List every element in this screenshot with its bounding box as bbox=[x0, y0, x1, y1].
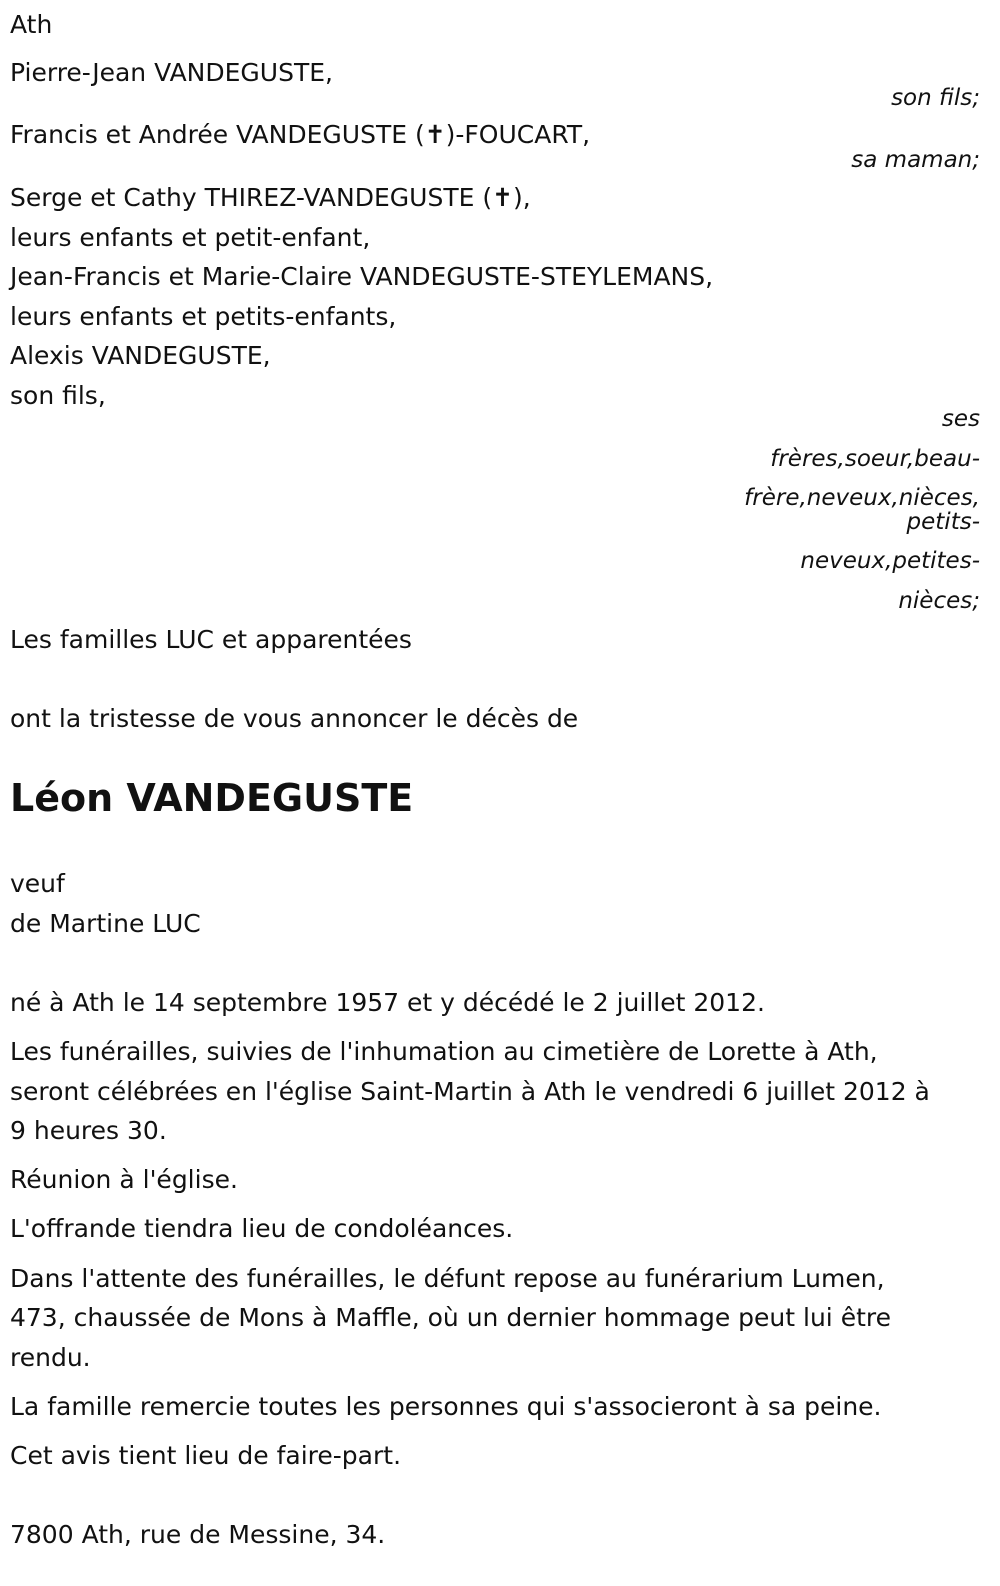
family-member-son-pierre-jean: Pierre-Jean VANDEGUSTE, bbox=[10, 58, 333, 87]
deceased-spouse: de Martine LUC bbox=[10, 909, 201, 938]
family-member-thirez: Serge et Cathy THIREZ-VANDEGUSTE (✝), bbox=[10, 183, 531, 212]
birth-death: né à Ath le 14 septembre 1957 et y décédé le 2 juillet 2012. bbox=[10, 988, 765, 1017]
family-member-alexis-relation: son fils, bbox=[10, 381, 106, 410]
funeral-details: 9 heures 30. bbox=[10, 1116, 167, 1145]
funeral-details: seront célébrées en l'église Saint-Martin à Ath le vendredi 6 juillet 2012 à bbox=[10, 1077, 930, 1106]
deceased-status: veuf bbox=[10, 869, 65, 898]
deceased-name: Léon VANDEGUSTE bbox=[10, 776, 414, 820]
relation-siblings-line: neveux,petites- bbox=[800, 548, 980, 574]
thanks: La famille remercie toutes les personnes qui s'associeront à sa peine. bbox=[10, 1392, 882, 1421]
relation-siblings-line: frères,soeur,beau- bbox=[770, 446, 980, 472]
funerarium-info: Dans l'attente des funérailles, le défunt repose au funérarium Lumen, bbox=[10, 1264, 885, 1293]
family-member-jean-francis: Jean-Francis et Marie-Claire VANDEGUSTE-STEYLEMANS, bbox=[10, 262, 714, 291]
funeral-details: Les funérailles, suivies de l'inhumation au cimetière de Lorette à Ath, bbox=[10, 1037, 878, 1066]
relation-siblings-line: petits- bbox=[906, 509, 980, 535]
family-member-alexis: Alexis VANDEGUSTE, bbox=[10, 341, 271, 370]
notice: Cet avis tient lieu de faire-part. bbox=[10, 1441, 402, 1470]
announcement: ont la tristesse de vous annoncer le décès de bbox=[10, 704, 579, 733]
relation-siblings-line: nièces; bbox=[898, 588, 980, 614]
location: Ath bbox=[10, 10, 53, 39]
address: 7800 Ath, rue de Messine, 34. bbox=[10, 1520, 386, 1549]
family-member-thirez-children: leurs enfants et petit-enfant, bbox=[10, 223, 371, 252]
funerarium-info: 473, chaussée de Mons à Maffle, où un dernier hommage peut lui être bbox=[10, 1303, 891, 1332]
family-member-jean-francis-children: leurs enfants et petits-enfants, bbox=[10, 302, 397, 331]
relation-siblings-line: frère,neveux,nièces, bbox=[744, 485, 980, 511]
meeting-info: Réunion à l'église. bbox=[10, 1165, 238, 1194]
family-member-mother: Francis et Andrée VANDEGUSTE (✝)-FOUCART, bbox=[10, 120, 591, 149]
relation-siblings-line: ses bbox=[941, 406, 980, 432]
offering-info: L'offrande tiendra lieu de condoléances. bbox=[10, 1214, 514, 1243]
family-luc: Les familles LUC et apparentées bbox=[10, 625, 412, 654]
relation-son: son fils; bbox=[891, 85, 980, 111]
funerarium-info: rendu. bbox=[10, 1343, 91, 1372]
relation-mother: sa maman; bbox=[851, 147, 980, 173]
